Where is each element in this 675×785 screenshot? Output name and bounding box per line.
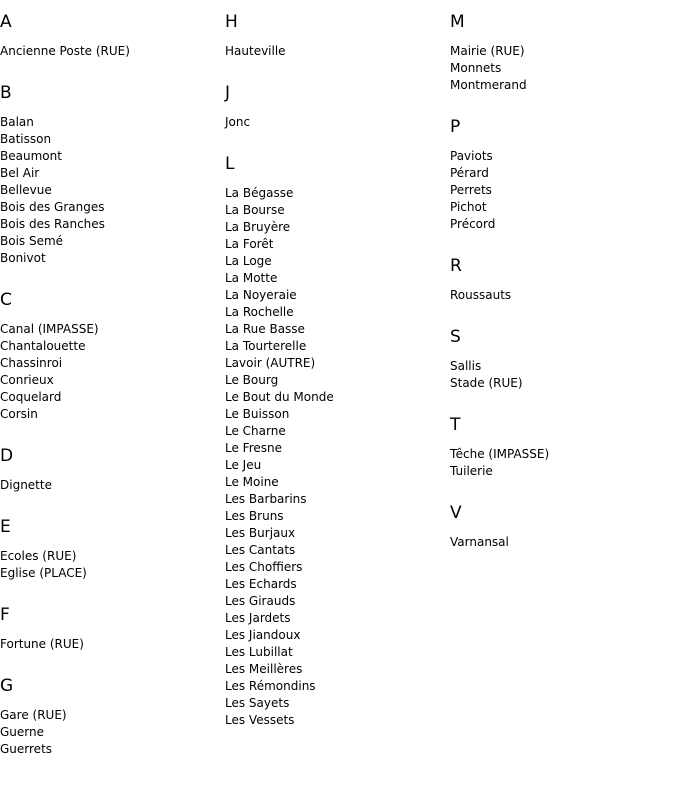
street-link[interactable]: Lavoir (AUTRE) xyxy=(225,356,316,370)
letter-group xyxy=(450,392,670,480)
letter-group xyxy=(450,304,670,392)
street-link[interactable]: Fortune (RUE) xyxy=(0,637,84,651)
street-link[interactable]: La Motte xyxy=(225,271,278,285)
street-link[interactable]: Le Buisson xyxy=(225,407,290,421)
letter-group xyxy=(0,494,220,582)
street-link[interactable]: Les Bruns xyxy=(225,509,284,523)
street-link[interactable]: Conrieux xyxy=(0,373,54,387)
letter-heading: E xyxy=(0,517,11,537)
street-link[interactable]: Perrets xyxy=(450,183,492,197)
street-link[interactable]: Jonc xyxy=(225,115,251,129)
street-list xyxy=(450,358,670,392)
street-list xyxy=(225,114,445,131)
street-link[interactable]: Bonivot xyxy=(0,251,46,265)
letter-heading: S xyxy=(450,327,461,347)
street-link[interactable]: Bois Semé xyxy=(0,234,64,248)
letter-group xyxy=(0,60,220,267)
index-column-1 xyxy=(0,0,220,758)
letter-group xyxy=(0,653,220,758)
letter-heading: V xyxy=(450,503,462,523)
street-link[interactable]: Précord xyxy=(450,217,496,231)
street-link[interactable]: La Bruyère xyxy=(225,220,291,234)
letter-group xyxy=(225,60,445,131)
letter-group xyxy=(450,0,670,94)
letter-heading: R xyxy=(450,256,462,276)
letter-heading: B xyxy=(0,83,12,103)
street-link[interactable]: Bellevue xyxy=(0,183,52,197)
street-link[interactable]: La Bégasse xyxy=(225,186,294,200)
letter-group xyxy=(0,582,220,653)
street-list xyxy=(0,548,220,582)
letter-heading: C xyxy=(0,290,12,310)
street-link[interactable]: Ecoles (RUE) xyxy=(0,549,77,563)
street-link[interactable]: Ancienne Poste (RUE) xyxy=(0,44,130,58)
street-link[interactable]: Le Jeu xyxy=(225,458,262,472)
street-link[interactable]: Dignette xyxy=(0,478,52,492)
street-list xyxy=(0,43,220,60)
street-link[interactable]: Les Jiandoux xyxy=(225,628,301,642)
street-list xyxy=(225,185,445,729)
street-link[interactable]: Batisson xyxy=(0,132,52,146)
street-link[interactable]: Les Echards xyxy=(225,577,297,591)
street-link[interactable]: Les Cantats xyxy=(225,543,296,557)
street-link[interactable]: Les Lubillat xyxy=(225,645,293,659)
street-link[interactable]: La Bourse xyxy=(225,203,285,217)
street-link[interactable]: Les Meillères xyxy=(225,662,303,676)
street-list xyxy=(0,114,220,267)
letter-group xyxy=(225,0,445,60)
letter-group xyxy=(225,131,445,729)
letter-heading: F xyxy=(0,605,10,625)
street-link[interactable]: Corsin xyxy=(0,407,38,421)
street-link[interactable]: Varnansal xyxy=(450,535,509,549)
street-link[interactable]: Gare (RUE) xyxy=(0,708,67,722)
street-list xyxy=(450,43,670,94)
street-link[interactable]: Coquelard xyxy=(0,390,62,404)
letter-heading: P xyxy=(450,117,461,137)
street-link[interactable]: Stade (RUE) xyxy=(450,376,523,390)
street-link[interactable]: Sallis xyxy=(450,359,482,373)
street-link[interactable]: La Tourterelle xyxy=(225,339,307,353)
street-link[interactable]: Eglise (PLACE) xyxy=(0,566,87,580)
letter-group xyxy=(450,480,670,551)
street-link[interactable]: Les Burjaux xyxy=(225,526,296,540)
index-column-2 xyxy=(225,0,445,729)
street-link[interactable]: Pérard xyxy=(450,166,489,180)
letter-heading: L xyxy=(225,154,235,174)
street-list xyxy=(450,148,670,233)
street-link[interactable]: Chassinroi xyxy=(0,356,63,370)
street-link[interactable]: Balan xyxy=(0,115,34,129)
street-link[interactable]: Les Rémondins xyxy=(225,679,316,693)
letter-group xyxy=(0,423,220,494)
letter-heading: A xyxy=(0,12,12,32)
letter-heading: J xyxy=(225,83,231,103)
street-link[interactable]: Beaumont xyxy=(0,149,62,163)
street-link[interactable]: La Loge xyxy=(225,254,272,268)
street-link[interactable]: Roussauts xyxy=(450,288,512,302)
letter-group xyxy=(0,267,220,423)
street-link[interactable]: Les Choffiers xyxy=(225,560,303,574)
street-link[interactable]: Bois des Granges xyxy=(0,200,105,214)
street-link[interactable]: Paviots xyxy=(450,149,493,163)
street-link[interactable]: Le Moine xyxy=(225,475,279,489)
street-list xyxy=(450,287,670,304)
street-link[interactable]: Monnets xyxy=(450,61,502,75)
street-list xyxy=(450,534,670,551)
street-link[interactable]: Hauteville xyxy=(225,44,286,58)
street-list xyxy=(0,477,220,494)
letter-heading: T xyxy=(450,415,461,435)
letter-heading: H xyxy=(225,12,238,32)
street-link[interactable]: Canal (IMPASSE) xyxy=(0,322,99,336)
letter-heading: G xyxy=(0,676,14,696)
street-link[interactable]: Mairie (RUE) xyxy=(450,44,525,58)
street-link[interactable]: Têche (IMPASSE) xyxy=(450,447,550,461)
street-link[interactable]: La Rochelle xyxy=(225,305,294,319)
street-link[interactable]: La Forêt xyxy=(225,237,274,251)
street-link[interactable]: Guerrets xyxy=(0,742,53,756)
letter-group xyxy=(450,94,670,233)
street-link[interactable]: Les Barbarins xyxy=(225,492,307,506)
street-link[interactable]: Tuilerie xyxy=(450,464,493,478)
street-link[interactable]: Les Girauds xyxy=(225,594,296,608)
street-list xyxy=(0,321,220,423)
street-link[interactable]: Pichot xyxy=(450,200,487,214)
street-link[interactable]: Montmerand xyxy=(450,78,527,92)
street-list xyxy=(0,707,220,758)
street-link[interactable]: Chantalouette xyxy=(0,339,86,353)
letter-group xyxy=(0,0,220,60)
street-link[interactable]: Le Fresne xyxy=(225,441,282,455)
letter-heading: M xyxy=(450,12,465,32)
street-link[interactable]: Bois des Ranches xyxy=(0,217,105,231)
street-link[interactable]: La Rue Basse xyxy=(225,322,305,336)
street-link[interactable]: Le Charne xyxy=(225,424,286,438)
street-list xyxy=(225,43,445,60)
street-link[interactable]: La Noyeraie xyxy=(225,288,297,302)
street-link[interactable]: Guerne xyxy=(0,725,44,739)
street-list xyxy=(450,446,670,480)
letter-group xyxy=(450,233,670,304)
street-link[interactable]: Les Sayets xyxy=(225,696,290,710)
index-column-3 xyxy=(450,0,670,551)
street-link[interactable]: Le Bourg xyxy=(225,373,279,387)
street-link[interactable]: Les Jardets xyxy=(225,611,291,625)
street-link[interactable]: Les Vessets xyxy=(225,713,295,727)
street-link[interactable]: Bel Air xyxy=(0,166,40,180)
letter-heading: D xyxy=(0,446,14,466)
street-link[interactable]: Le Bout du Monde xyxy=(225,390,334,404)
street-list xyxy=(0,636,220,653)
